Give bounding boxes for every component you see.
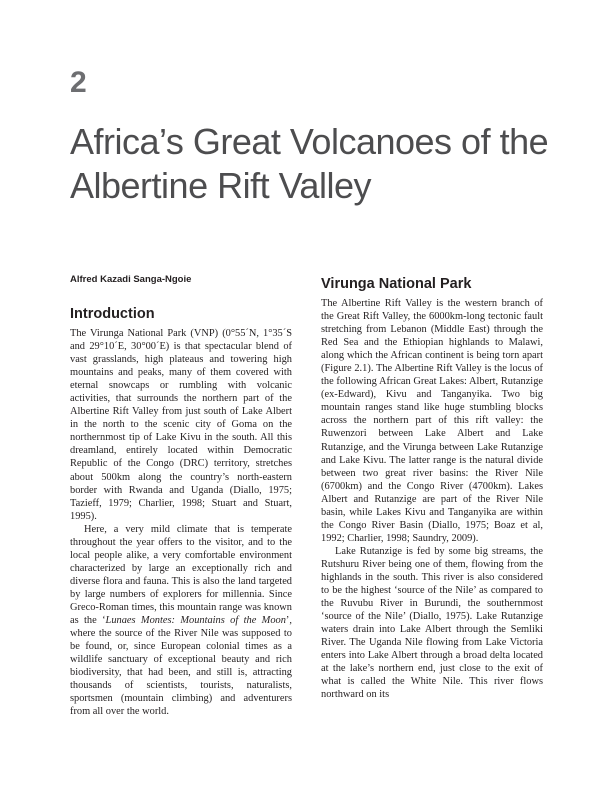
- intro-paragraph-2: [70, 523, 292, 719]
- chapter-title: Africa’s Great Volcanoes of the Albertine Rift Valley: [70, 121, 549, 206]
- left-column: [70, 274, 292, 718]
- author-name: Alfred Kazadi Sanga-Ngoie: [70, 274, 192, 285]
- introduction-heading: Introduction: [70, 306, 155, 322]
- intro-paragraph-2-start: Here, a very mild climate that is temperate throughout the year offers to the visitor, and to the local people alike, a very comfortable environment characterized by large an exceptionally rich and diverse flora and fauna. This is also the land targeted by large numbers of explorers for millennia. Since Greco-Roman times, this mountain range was known as the ‘: [70, 523, 292, 627]
- virunga-paragraph-1: The Albertine Rift Valley is the western branch of the Great Rift Valley, the 6000km-long tectonic fault stretching from Lebanon (Middle East) through the Red Sea and the Ethiopian highlands to Malawi, along which the African continent is being torn apart (Figure 2.1). The Albertine Rift Valley is the locus of the following African Great Lakes: Albert, Rutanzige (ex-Edward), Kivu and Tanganyika. Two big mountain ranges stand like huge stumbling blocks across the northern part of this rift valley: the Ruwenzori between Lake Albert and Lake Rutanzige, and the Virunga between Lake Rutanzige and Lake Kivu. The latter range is the natural divide between two great river basins: the River Nile (6700km) and the Congo River (4700km). Lakes Albert and Rutanzige are part of the River Nile basin, while Lakes Kivu and Tanganyika are within the Congo River Basin (Diallo, 1975; Boaz et al, 1992; Charlier, 1998; Saundry, 2009).: [321, 298, 543, 544]
- lunaes-montes-italic: Lunaes Montes: Mountains of the Moon: [105, 615, 286, 627]
- virunga-paragraph-2: Lake Rutanzige is fed by some big streams, the Rutshuru River being one of them, flowing from the highlands in the south. This river is also considered to be the highest ‘source of the Nile’ as compared to the Ruvubu River in Burundi, the southernmost ‘source of the Nile’ (Diallo, 1975). Lake Rutanzige waters drain into Lake Albert through the Semliki River. The Uganda Nile flowing from Lake Victoria enters into Lake Albert through a broad delta located at the lake’s northern end, just close to the exit of what is called the White Nile. This river flows northward on its: [321, 545, 543, 701]
- virunga-heading: Virunga National Park: [321, 276, 472, 292]
- intro-paragraph-1: The Virunga National Park (VNP) (0°55´N, 1°35´S and 29°10´E, 30°00´E) is that spectacular blend of vast grasslands, high plateaus and towering high mountains and peaks, many of them covered with eternal snowcaps or rumbling with volcanic activities, that surrounds the northern part of the Albertine Rift Valley from just south of Lake Albert in the north to the scenic city of Goma on the northernmost tip of Lake Kivu in the south. All this dreamland, entirely located within Democratic Republic of the Congo (DRC) territory, stretches about 500km along the country’s north-eastern border with Rwanda and Uganda (Diallo, 1975; Tazieff, 1979; Charlier, 1998; Stuart and Stuart, 1995).: [70, 328, 292, 522]
- intro-paragraph-2-end: ’, where the source of the River Nile was supposed to be found, or, since European colonial times as a wildlife sanctuary of exceptional beauty and rich biodiversity, that had been, and still is, attracting thousands of scientists, tourists, naturalists, sportsmen (mountain climbing) and adventurers from all over the world.: [70, 615, 292, 718]
- right-column: [321, 274, 543, 701]
- chapter-number: 2: [70, 66, 88, 99]
